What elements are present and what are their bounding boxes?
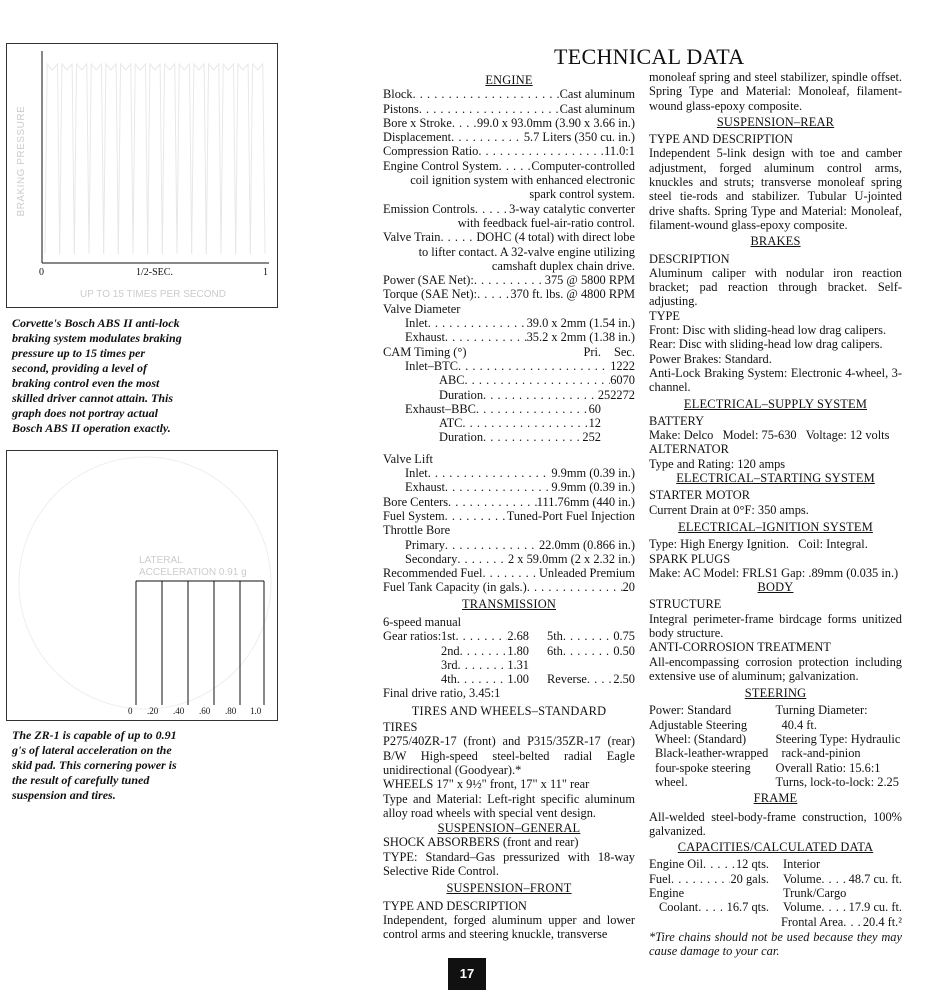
transmission-type: 6-speed manual bbox=[383, 614, 462, 629]
spec-valve-diameter: Valve Diameter bbox=[383, 301, 461, 316]
brakes-desc-text: Aluminum caliper with nodular iron reaction bracket; pad reaction through bracket. Self-adjusting. bbox=[649, 265, 902, 309]
abs-spike bbox=[148, 64, 163, 254]
steering-power: Power: Standard bbox=[649, 703, 732, 718]
spec-tb-secondary: Secondary . . . 2 x 59.0mm (2 x 2.32 in.) bbox=[383, 552, 635, 566]
anti-corrosion-label: ANTI-CORROSION TREATMENT bbox=[649, 640, 831, 655]
skid-pad-circle bbox=[19, 457, 271, 709]
spec-valve-train-cont-1: to lifter contact. A 32-valve engine utilizing bbox=[418, 244, 635, 259]
susp-rear-type: TYPE AND DESCRIPTION bbox=[649, 132, 793, 147]
lateral-chart bbox=[6, 450, 278, 721]
steering-heading: STEERING bbox=[744, 686, 807, 701]
brakes-heading: BRAKES bbox=[750, 234, 801, 249]
brakes-abs: Anti-Lock Braking System: Electronic 4-wheel, 3-channel. bbox=[649, 365, 902, 395]
brakes-rear: Rear: Disc with sliding-head low drag calipers. bbox=[649, 337, 883, 352]
spec-cam-inlet: Inlet–BTC . . . 12 22 bbox=[383, 359, 635, 373]
abs-pressure-spikes bbox=[45, 64, 265, 254]
spec-pistons: Pistons . . . Cast aluminum bbox=[383, 102, 635, 116]
brakes-desc-label: DESCRIPTION bbox=[649, 251, 730, 266]
susp-front-heading: SUSPENSION–FRONT bbox=[446, 881, 572, 896]
susp-front-text: Independent, forged aluminum upper and lower control arms and steering knuckle, transverse bbox=[383, 912, 635, 942]
spec-torque: Torque (SAE Net): . . . 370 ft. lbs. @ 4800 RPM bbox=[383, 287, 635, 301]
steering-wheel-desc-1: Black-leather-wrapped bbox=[655, 746, 769, 761]
abs-spike bbox=[89, 64, 104, 254]
frame-heading: FRAME bbox=[753, 791, 798, 806]
capacities-heading: CAPACITIES/CALCULATED DATA bbox=[677, 840, 874, 855]
middle-column bbox=[383, 73, 635, 942]
abs-spike bbox=[118, 64, 133, 254]
lateral-chart-svg bbox=[7, 451, 277, 720]
lateral-bars bbox=[136, 581, 264, 705]
spec-cam-timing: CAM Timing (°) Pri. Sec. bbox=[383, 344, 635, 359]
shock-type-text: TYPE: Standard–Gas pressurized with 18-way Selective Ride Control. bbox=[383, 849, 635, 879]
susp-rear-heading: SUSPENSION–REAR bbox=[716, 114, 835, 129]
spec-block: Block . . . Cast aluminum bbox=[383, 87, 635, 101]
abs-spike bbox=[250, 64, 265, 254]
structure-text: Integral perimeter-frame birdcage forms unitized body structure. bbox=[649, 611, 902, 640]
spec-cam-abc: ABC . . . 60 70 bbox=[383, 373, 635, 387]
spec-vd-exhaust: Exhaust . . . 35.2 x 2mm (1.38 in.) bbox=[383, 330, 635, 344]
abs-x-tick-0: 0 bbox=[39, 267, 44, 278]
spec-fuel-tank: Fuel Tank Capacity (in gals.) . . . 20 bbox=[383, 580, 635, 594]
body-heading: BODY bbox=[757, 580, 794, 595]
abs-spike bbox=[74, 64, 89, 254]
susp-general-heading: SUSPENSION–GENERAL bbox=[437, 821, 581, 836]
lateral-tick-20: .20 bbox=[147, 706, 159, 716]
abs-x-tick-1: 1 bbox=[263, 267, 268, 278]
wheels-text: WHEELS 17" x 9½" front, 17" x 11" rear bbox=[383, 777, 590, 792]
gear-row-1: Gear ratios: 1st . . . 2.68 5th . . . 0.75 bbox=[383, 629, 635, 643]
spec-engine-control: Engine Control System . . . Computer-controlled bbox=[383, 159, 635, 173]
lateral-tick-100: 1.0 bbox=[250, 706, 262, 716]
overall-ratio: Overall Ratio: 15.6:1 bbox=[775, 760, 881, 775]
frame-text: All-welded steel-body-frame construction, 100% galvanized. bbox=[649, 809, 902, 838]
spec-vl-inlet: Inlet . . . 9.9mm (0.39 in.) bbox=[383, 466, 635, 480]
structure-label: STRUCTURE bbox=[649, 597, 722, 612]
cap-row-2: Fuel . . . 20 gals. Volume . . . 48.7 cu. ft. bbox=[649, 872, 902, 886]
ignition-type: Type: High Energy Ignition. Coil: Integral. bbox=[649, 537, 868, 552]
tires-text: P275/40ZR-17 (front) and P315/35ZR-17 (rear) B/W High-speed steel-belted radial Eagle unidirectional (Goodyear).* bbox=[383, 734, 635, 777]
spec-emission-cont: with feedback fuel-air-ratio control. bbox=[457, 215, 635, 230]
abs-spike bbox=[162, 64, 177, 254]
shock-absorbers: SHOCK ABSORBERS (front and rear) bbox=[383, 835, 579, 850]
spec-vl-exhaust: Exhaust . . . 9.9mm (0.39 in.) bbox=[383, 480, 635, 494]
engine-heading: ENGINE bbox=[485, 73, 533, 87]
battery-text: Make: Delco Model: 75-630 Voltage: 12 volts bbox=[649, 428, 890, 443]
spec-valve-train-cont-2: camshaft duplex chain drive. bbox=[491, 258, 635, 273]
lateral-label-1: LATERAL bbox=[139, 555, 183, 566]
susp-rear-text: Independent 5-link design with toe and camber adjustment, forged aluminum control arms, knuckles and struts; transverse monoleaf spring steel tie-rods and stabilizer. Tubular U-jointed drive shafts. Spring Type and Material: Monoleaf, filament-wound glass-epoxy composite. bbox=[649, 146, 902, 232]
turning-diameter-label: Turning Diameter: bbox=[775, 703, 868, 718]
brakes-power: Power Brakes: Standard. bbox=[649, 351, 772, 366]
steering-type-value: rack-and-pinion bbox=[781, 746, 861, 761]
abs-spike bbox=[192, 64, 207, 254]
steering-wheel-desc-2: four-spoke steering bbox=[655, 760, 751, 775]
abs-spike bbox=[104, 64, 119, 254]
alternator-label: ALTERNATOR bbox=[649, 442, 729, 457]
spec-cam-exhaust: Exhaust–BBC . . . 60 bbox=[383, 402, 635, 416]
cap-row-5: Frontal Area . . . 20.4 ft.² bbox=[649, 915, 902, 929]
abs-spike bbox=[45, 64, 60, 254]
turning-diameter-value: 40.4 ft. bbox=[781, 717, 817, 732]
spec-valve-lift: Valve Lift bbox=[383, 451, 433, 466]
abs-spike bbox=[236, 64, 251, 254]
abs-x-tick-half: 1/2-SEC. bbox=[136, 267, 173, 278]
gear-row-2: 2nd . . . 1.80 6th . . . 0.50 bbox=[383, 644, 635, 658]
starter-label: STARTER MOTOR bbox=[649, 488, 750, 503]
steering-wheel: Wheel: (Standard) bbox=[655, 732, 747, 747]
page-title: TECHNICAL DATA bbox=[554, 44, 745, 69]
gear-row-4: 4th . . . 1.00 Reverse . . . 2.50 bbox=[383, 672, 635, 686]
anti-corrosion-text: All-encompassing corrosion protection including extensive use of aluminum; galvanization. bbox=[649, 654, 902, 683]
steering-table bbox=[649, 703, 902, 789]
starter-text: Current Drain at 0°F: 350 amps. bbox=[649, 502, 809, 517]
lateral-tick-40: .40 bbox=[173, 706, 185, 716]
spec-valve-train: Valve Train . . . DOHC (4 total) with direct lobe bbox=[383, 230, 635, 244]
turns-lock-to-lock: Turns, lock-to-lock: 2.25 bbox=[775, 774, 899, 789]
spec-cam-duration: Duration . . . 252 272 bbox=[383, 388, 635, 402]
abs-spike bbox=[133, 64, 148, 254]
abs-x-label: UP TO 15 TIMES PER SECOND bbox=[80, 289, 226, 300]
abs-chart bbox=[6, 43, 278, 308]
lateral-tick-80: .80 bbox=[225, 706, 237, 716]
spec-cam-atc: ATC . . . 12 bbox=[383, 416, 635, 430]
spec-vd-inlet: Inlet . . . 39.0 x 2mm (1.54 in.) bbox=[383, 316, 635, 330]
steering-adjustable: Adjustable Steering bbox=[649, 717, 748, 732]
susp-front-type: TYPE AND DESCRIPTION bbox=[383, 898, 527, 913]
cap-row-1: Engine Oil . . . 12 qts. Interior bbox=[649, 857, 902, 871]
abs-spike bbox=[206, 64, 221, 254]
lateral-label-2: ACCELERATION 0.91 g bbox=[139, 567, 247, 578]
wheels-material-text: Type and Material: Left-right specific aluminum alloy road wheels with special vent design. bbox=[383, 791, 635, 820]
alternator-text: Type and Rating: 120 amps bbox=[649, 456, 786, 471]
spec-fuel-system: Fuel System . . . Tuned-Port Fuel Injection bbox=[383, 509, 635, 523]
spec-displacement: Displacement . . . 5.7 Liters (350 cu. in.) bbox=[383, 130, 635, 144]
page-number: 17 bbox=[448, 958, 486, 990]
spec-bore-centers: Bore Centers . . . 111.76mm (440 in.) bbox=[383, 495, 635, 509]
brakes-type-label: TYPE bbox=[649, 308, 680, 323]
tire-chains-note: *Tire chains should not be used because they may cause damage to your car. bbox=[649, 929, 902, 959]
right-column bbox=[649, 70, 902, 959]
spec-emission: Emission Controls . . . 3-way catalytic converter bbox=[383, 202, 635, 216]
spark-plugs-text: Make: AC Model: FRLS1 Gap: .89mm (0.035 in.) bbox=[649, 565, 899, 580]
spec-engine-control-cont-2: spark control system. bbox=[529, 187, 635, 202]
elec-ign-heading: ELECTRICAL–IGNITION SYSTEM bbox=[678, 519, 873, 534]
spec-compression: Compression Ratio . . . 11.0:1 bbox=[383, 144, 635, 158]
spark-plugs-label: SPARK PLUGS bbox=[649, 551, 731, 566]
elec-start-heading: ELECTRICAL–STARTING SYSTEM bbox=[676, 471, 875, 486]
abs-caption: Corvette's Bosch ABS II anti-lock braking system modulates braking pressure up to 15 times per second, providing a level of braking control even the most skilled driver cannot attain. This graph does not portray actual Bosch ABS II operation exactly. bbox=[12, 316, 182, 435]
tires-label: TIRES bbox=[383, 720, 418, 735]
spec-tb-primary: Primary . . . 22.0mm (0.866 in.) bbox=[383, 538, 635, 552]
lateral-caption: The ZR-1 is capable of up to 0.91 g's of lateral acceleration on the skid pad. This cornering power is the result of carefully tuned suspension and tires. bbox=[12, 728, 177, 802]
spec-throttle-bore: Throttle Bore bbox=[383, 523, 451, 538]
abs-spike bbox=[177, 64, 192, 254]
transmission-heading: TRANSMISSION bbox=[462, 596, 556, 611]
gear-row-3: 3rd . . . 1.31 bbox=[383, 658, 635, 672]
abs-y-label: BRAKING PRESSURE bbox=[15, 105, 27, 217]
spec-cam-duration-2: Duration . . . 252 bbox=[383, 430, 635, 444]
susp-front-text-cont: monoleaf spring and steel stabilizer, spindle offset. Spring Type and Material: Monoleaf, filament-wound glass-epoxy composite. bbox=[649, 70, 902, 113]
tires-heading: TIRES AND WHEELS–STANDARD bbox=[411, 703, 607, 718]
lateral-tick-0: 0 bbox=[128, 706, 133, 716]
elec-supply-heading: ELECTRICAL–SUPPLY SYSTEM bbox=[683, 396, 868, 411]
lateral-tick-60: .60 bbox=[199, 706, 211, 716]
spec-engine-control-cont-1: coil ignition system with enhanced electronic bbox=[410, 173, 635, 188]
cap-row-3: Engine Trunk/Cargo bbox=[649, 886, 847, 901]
battery-label: BATTERY bbox=[649, 413, 705, 428]
spec-power: Power (SAE Net): . . . 375 @ 5800 RPM bbox=[383, 273, 635, 287]
abs-spike bbox=[221, 64, 236, 254]
spec-recommended-fuel: Recommended Fuel . . . Unleaded Premium bbox=[383, 566, 635, 580]
steering-wheel-desc-3: wheel. bbox=[655, 774, 688, 789]
final-drive-ratio: Final drive ratio, 3.45:1 bbox=[383, 686, 501, 701]
spec-bore-stroke: Bore x Stroke . . . 99.0 x 93.0mm (3.90 x 3.66 in.) bbox=[383, 116, 635, 130]
abs-spike bbox=[60, 64, 75, 254]
cap-row-4: Coolant . . . 16.7 qts. Volume . . . 17.9 cu. ft. bbox=[649, 900, 902, 914]
brakes-front: Front: Disc with sliding-head low drag calipers. bbox=[649, 323, 887, 338]
steering-type: Steering Type: Hydraulic bbox=[775, 732, 901, 747]
